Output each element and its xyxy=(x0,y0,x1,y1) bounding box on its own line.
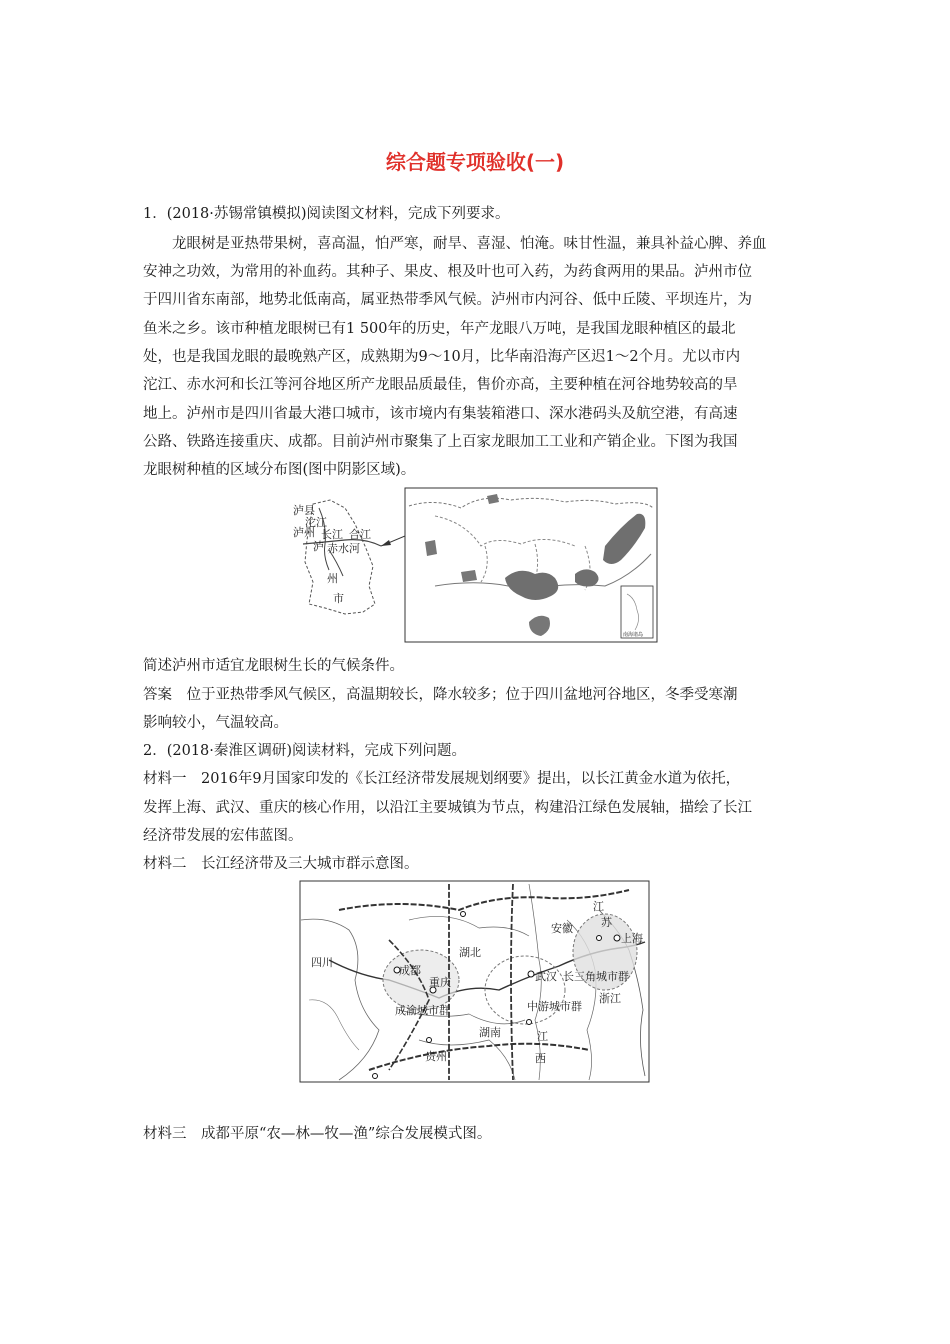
passage-line: 龙眼树是亚热带果树，喜高温，怕严寒，耐旱、喜湿、怕淹。味甘性温，兼具补益心脾、养血 xyxy=(172,236,767,252)
map-label-jiang: 江 xyxy=(593,900,604,913)
material1-line: 发挥上海、武汉、重庆的核心作用，以沿江主要城镇为节点，构建沿江绿色发展轴，描绘了长江 xyxy=(143,800,752,816)
map-label-zhou: 州 xyxy=(327,572,338,585)
map-label-zhongyou: 中游城市群 xyxy=(527,1000,582,1013)
q1-answer-line: 答案 位于亚热带季风气候区，高温期较长，降水较多；位于四川盆地河谷地区，冬季受寒潮 xyxy=(143,687,738,703)
map-label-hubei: 湖北 xyxy=(459,946,481,959)
material1-line: 经济带发展的宏伟蓝图。 xyxy=(143,828,303,844)
passage-line: 安神之功效，为常用的补血药。其种子、果皮、根及叶也可入药，为药食两用的果品。泸州市位 xyxy=(143,264,752,280)
map-label-sichuan: 四川 xyxy=(311,956,333,969)
passage-line: 地上。泸州市是四川省最大港口城市，该市境内有集装箱港口、深水港码头及航空港，有高速 xyxy=(143,406,738,422)
yangtze-economic-belt-map xyxy=(299,880,651,1084)
map-label-jiangxi-xi: 西 xyxy=(535,1052,546,1065)
passage-line: 处，也是我国龙眼的最晚熟产区，成熟期为9～10月，比华南沿海产区迟1～2个月。尤以市内 xyxy=(143,349,741,365)
material1-line: 材料一 2016年9月国家印发的《长江经济带发展规划纲要》提出，以长江黄金水道为依托， xyxy=(143,771,741,787)
map-label-wuhan: 武汉 xyxy=(535,970,557,983)
map-label-luzhou: 泸州 xyxy=(293,526,315,539)
map-label-zhejiang: 浙江 xyxy=(599,992,621,1005)
passage-line: 公路、铁路连接重庆、成都。目前泸州市聚集了上百家龙眼加工工业和产销企业。下图为我国 xyxy=(143,434,738,450)
map-label-chengyu: 成渝城市群 xyxy=(395,1004,450,1017)
map-label-yrd: 长三角城市群 xyxy=(563,970,629,983)
q1-answer-line: 影响较小，气温较高。 xyxy=(143,715,288,731)
map-label-luxian: 泸县 xyxy=(293,504,315,517)
map-label-chengdu: 成都 xyxy=(399,964,421,977)
passage-line: 鱼米之乡。该市种植龙眼树已有1 500年的历史，年产龙眼八万吨，是我国龙眼种植区的最北 xyxy=(143,321,736,337)
q1-stem: 1．(2018·苏锡常镇模拟)阅读图文材料，完成下列要求。 xyxy=(143,206,510,222)
map-label-nanhai: 南海诸岛 xyxy=(623,632,644,638)
map-label-chishuihe: 赤水河 xyxy=(327,542,360,555)
map-label-tuojiang: 沱江 xyxy=(305,516,327,529)
map-label-luzhou-city: 泸 xyxy=(313,540,324,553)
page-title: 综合题专项验收(一) xyxy=(385,150,565,174)
map-label-jiangxi-jiang: 江 xyxy=(537,1030,548,1043)
passage-line: 于四川省东南部，地势北低南高，属亚热带季风气候。泸州市内河谷、低中丘陵、平坝连片，为 xyxy=(143,292,752,308)
q1-question: 简述泸州市适宜龙眼树生长的气候条件。 xyxy=(143,658,404,674)
longan-distribution-map xyxy=(285,486,661,646)
map-label-hunan: 湖南 xyxy=(479,1026,501,1039)
material3-caption: 材料三 成都平原“农—林—牧—渔”综合发展模式图。 xyxy=(143,1126,492,1142)
map-label-shanghai: 上海 xyxy=(621,932,643,945)
map-label-su: 苏 xyxy=(601,916,612,929)
map-label-guizhou: 贵州 xyxy=(425,1050,447,1063)
q2-stem: 2．(2018·秦淮区调研)阅读材料，完成下列问题。 xyxy=(143,743,467,759)
map-label-changjiang: 长江 xyxy=(321,528,343,541)
map-label-anhui: 安徽 xyxy=(551,922,573,935)
map-label-hejiang: 合江 xyxy=(349,528,371,541)
map-label-shi: 市 xyxy=(333,592,344,605)
map-label-chongqing: 重庆 xyxy=(429,976,451,989)
passage-line: 龙眼树种植的区域分布图(图中阴影区域)。 xyxy=(143,462,416,478)
passage-line: 沱江、赤水河和长江等河谷地区所产龙眼品质最佳，售价亦高，主要种植在河谷地势较高的旱 xyxy=(143,377,738,393)
material2-caption: 材料二 长江经济带及三大城市群示意图。 xyxy=(143,856,419,872)
